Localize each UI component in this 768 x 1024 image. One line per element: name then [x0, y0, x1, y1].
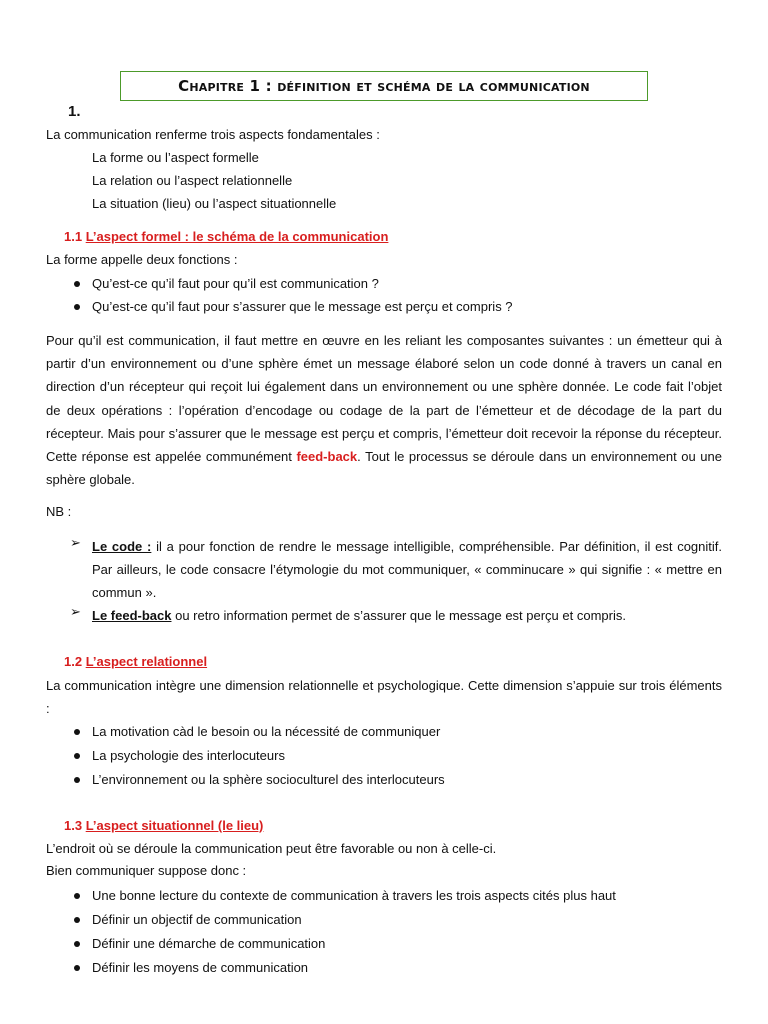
paragraph-text: Pour qu’il est communication, il faut mettre en œuvre en les reliant les composantes suivantes : un émetteur qui à partir d’un environnement ou d’une sphère émet un message élaboré selon un code donné à travers un canal en direction d’un récepteur qui reçoit lui également dans un environnement ou une sphère donnée. Le code fait l’objet de deux opérations : l’opération d’encodage ou codage de la part de l’émetteur et de décodage de la part du récepteur. Mais pour s’assurer que le message est perçu et compris, l’émetteur doit recevoir la réponse du récepteur. Cette réponse est appelée communément	[46, 333, 722, 465]
bullet-icon	[74, 965, 80, 971]
list-item	[74, 959, 308, 977]
bullet-icon	[74, 777, 80, 783]
arrow-bullet-icon: ➢	[70, 535, 81, 550]
nb-text: il a pour fonction de rendre le message intelligible, compréhensible. Par définition, il est cognitif. Par ailleurs, le code consacre l’étymologie du mot communiquer, « comminucare » qui signifie : « mettre en commun ».	[92, 539, 722, 600]
section-heading-1-3	[64, 818, 263, 833]
heading-title: L’aspect relationnel	[85, 654, 208, 669]
nb-text: ou retro information permet de s’assurer que le message est perçu et compris.	[171, 608, 626, 623]
bullet-icon	[74, 893, 80, 899]
list-item-text: La motivation càd le besoin ou la nécessité de communiquer	[92, 724, 441, 739]
nb-term: Le feed-back	[92, 608, 172, 623]
list-item-text: Une bonne lecture du contexte de communication à travers les trois aspects cités plus haut	[92, 888, 616, 903]
list-item	[74, 911, 302, 929]
list-item-text: Qu’est-ce qu’il faut pour s’assurer que le message est perçu et compris ?	[92, 299, 513, 314]
heading-number: 1.1	[64, 229, 86, 244]
list-item-text: La psychologie des interlocuteurs	[92, 748, 285, 763]
bullet-icon	[74, 281, 80, 287]
bullet-icon	[74, 304, 80, 310]
list-item	[74, 723, 440, 741]
intro-text: La communication renferme trois aspects fondamentales :	[46, 127, 380, 142]
lead-text: La forme appelle deux fonctions :	[46, 252, 238, 267]
heading-number: 1.2	[64, 654, 86, 669]
list-item-text: Qu’est-ce qu’il faut pour qu’il est communication ?	[92, 276, 379, 291]
body-paragraph: La communication intègre une dimension relationnelle et psychologique. Cette dimension s’appuie sur trois éléments :	[46, 678, 722, 717]
list-item	[74, 275, 379, 293]
arrow-bullet-icon: ➢	[70, 604, 81, 619]
nb-item	[92, 535, 722, 604]
chapter-title: Chapitre 1 : définition et schéma de la communication	[120, 71, 648, 101]
body-line: L’endroit où se déroule la communication peut être favorable ou non à celle-ci.	[46, 841, 497, 856]
feed-back-highlight: feed-back	[296, 449, 358, 465]
list-item-text: L’environnement ou la sphère socioculturel des interlocuteurs	[92, 772, 445, 787]
list-item-text: Définir une démarche de communication	[92, 936, 326, 951]
intro-item: La relation ou l’aspect relationnelle	[92, 173, 293, 188]
body-paragraph	[46, 329, 722, 491]
list-item	[74, 771, 445, 789]
nb-label: NB :	[46, 504, 72, 519]
list-item	[74, 887, 616, 905]
list-item	[74, 935, 325, 953]
body-line: Bien communiquer suppose donc :	[46, 863, 247, 878]
paragraph-text: . Tout le processus se déroule dans un environnement ou une sphère globale.	[46, 449, 722, 488]
section-heading-1-1	[64, 229, 388, 244]
section-number: 1.	[68, 103, 81, 120]
bullet-icon	[74, 729, 80, 735]
list-item-text: Définir les moyens de communication	[92, 960, 309, 975]
nb-term: Le code :	[92, 539, 152, 554]
heading-title: L’aspect situationnel (le lieu)	[85, 818, 264, 833]
list-item	[74, 298, 513, 316]
section-heading-1-2	[64, 654, 207, 669]
list-item-text: Définir un objectif de communication	[92, 912, 302, 927]
bullet-icon	[74, 941, 80, 947]
heading-title: L’aspect formel : le schéma de la communication	[85, 229, 389, 244]
intro-item: La situation (lieu) ou l’aspect situationnelle	[92, 196, 337, 211]
nb-item	[92, 604, 722, 627]
heading-number: 1.3	[64, 818, 86, 833]
bullet-icon	[74, 917, 80, 923]
bullet-icon	[74, 753, 80, 759]
list-item	[74, 747, 285, 765]
intro-item: La forme ou l’aspect formelle	[92, 150, 259, 165]
